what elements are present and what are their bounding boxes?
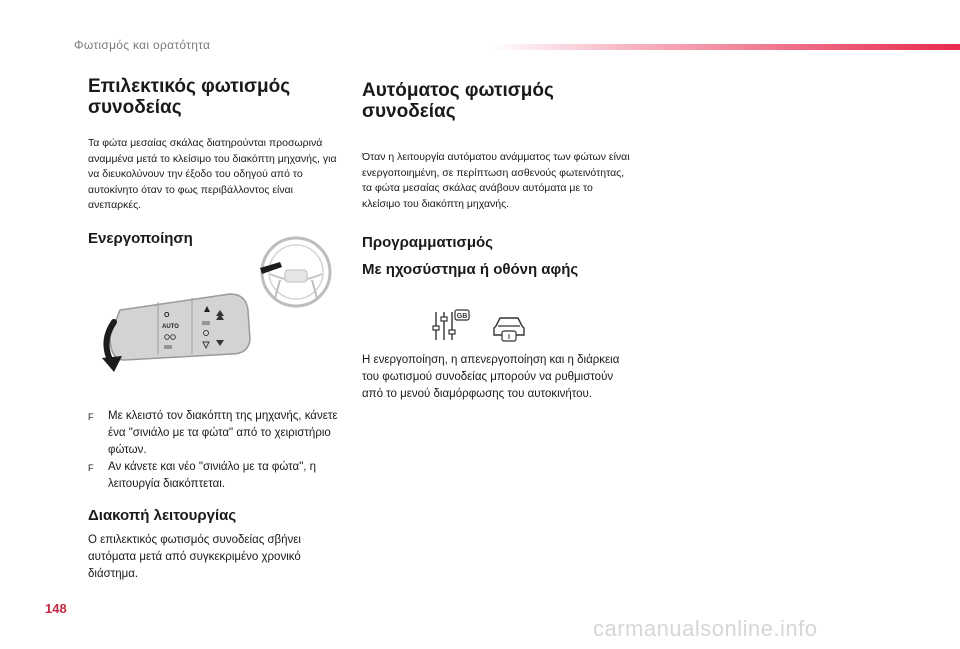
bullet-text: Αν κάνετε και νέο "σινιάλο με τα φώτα", η λειτουργία διακόπτεται.: [108, 461, 317, 490]
bullet-icon: F: [88, 463, 94, 473]
list-item: [88, 459, 350, 493]
left-column: [88, 76, 348, 247]
screen-heading: Με ηχοσύστημα ή οθόνη αφής: [362, 261, 579, 278]
stalk-label-off: O: [164, 312, 170, 319]
activation-heading: Ενεργοποίηση: [88, 229, 193, 247]
right-body: Η ενεργοποίηση, η απενεργοποίηση και η διάρκεια του φωτισμού συνοδείας μπορούν να ρυθμιστούν από το μενού διαμόρφωσης του αυτοκινήτου.: [362, 354, 620, 400]
settings-sliders-icon: [433, 310, 469, 340]
right-column: [362, 80, 630, 278]
stop-heading: Διακοπή λειτουργίας: [88, 507, 237, 524]
bullet-icon: F: [88, 412, 94, 422]
menu-icons: [430, 308, 530, 344]
right-title-line1: Αυτόματος φωτισμός: [362, 80, 554, 101]
list-item: [88, 408, 350, 459]
left-title-line2: συνοδείας: [88, 97, 182, 118]
stalk-label-auto: AUTO: [162, 324, 179, 330]
header-accent-bar: [490, 44, 960, 50]
car-badge-label: I: [508, 334, 510, 341]
left-title: [88, 76, 348, 118]
watermark: carmanualsonline.info: [593, 616, 818, 641]
section-title: Φωτισμός και ορατότητα: [74, 38, 211, 52]
right-title: [362, 80, 630, 122]
steering-wheel-icon: [262, 238, 330, 306]
left-title-line1: Επιλεκτικός φωτισμός: [88, 76, 291, 97]
activation-steps: [88, 408, 350, 583]
settings-badge-label: GB: [456, 313, 468, 320]
vehicle-car-icon: [494, 318, 524, 341]
page-number: 148: [45, 601, 67, 616]
programming-heading: Προγραμματισμός: [362, 234, 493, 251]
light-switch-stalk-icon: [110, 294, 250, 360]
right-intro: Όταν η λειτουργία αυτόματου ανάμματος των φώτων είναι ενεργοποιημένη, σε περίπτωση ασθενούς φωτεινότητας, τα φώτα μεσαίας σκάλας ανάβουν αυτόματα με το κλείσιμο του διακόπτη μηχανής.: [362, 151, 630, 210]
lighting-stalk-illustration: [100, 236, 340, 386]
left-intro: Τα φώτα μεσαίας σκάλας διατηρούνται προσωρινά αναμμένα μετά το κλείσιμο του διακόπτη μηχανής, για να διευκολύνουν την έξοδο του οδηγού από το αυτοκίνητο όταν το φως περιβάλλοντος είναι ανεπαρκές.: [88, 137, 337, 211]
right-title-line2: συνοδείας: [362, 101, 456, 122]
stop-text: Ο επιλεκτικός φωτισμός συνοδείας σβήνει αυτόματα μετά από συγκεκριμένο χρονικό διάστημα.: [88, 534, 301, 580]
bullet-text: Με κλειστό τον διακόπτη της μηχανής, κάνετε ένα "σινιάλο με τα φώτα" από το χειριστήριο φώτων.: [108, 410, 338, 456]
